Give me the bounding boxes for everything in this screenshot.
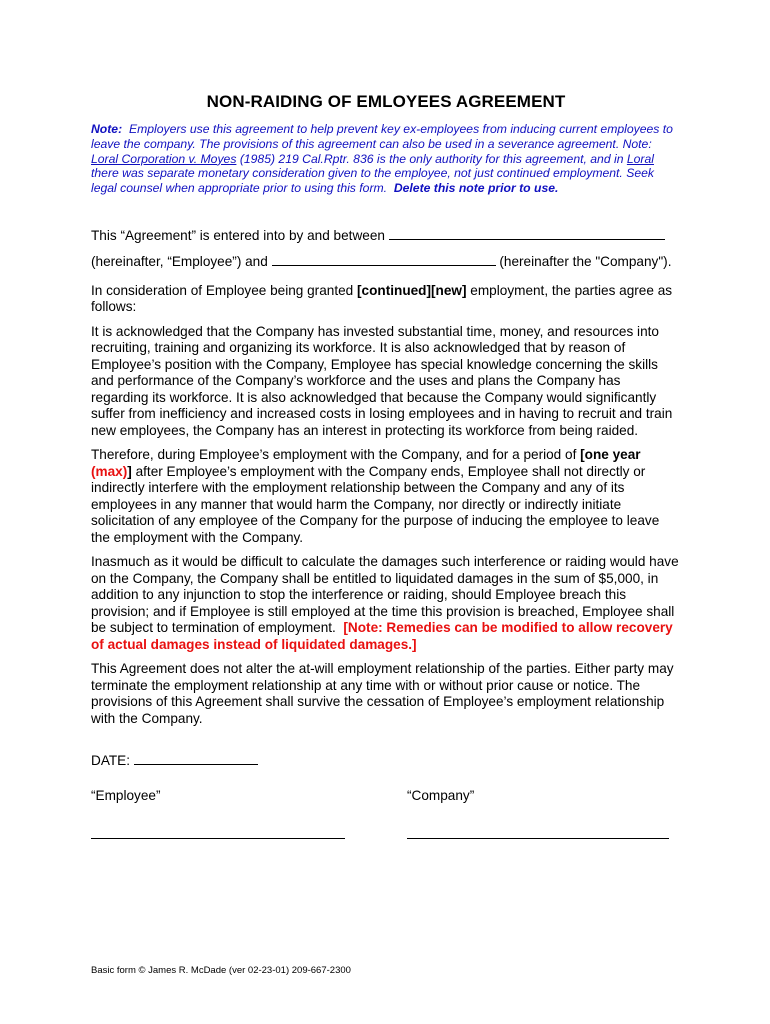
intro-text-2b: (hereinafter the "Company"). <box>499 254 672 270</box>
consideration-text-before: In consideration of Employee being granted <box>91 282 354 298</box>
signature-lines <box>91 838 681 848</box>
usage-note <box>91 122 681 196</box>
date-blank[interactable] <box>134 751 258 765</box>
consideration-paragraph <box>91 283 681 316</box>
note-text-1: Employers use this agreement to help prevent key ex-employees from inducing current employees to leave the company. The provisions of this agreement can also be used in a severance agreement. Note: <box>91 122 673 151</box>
damages-paragraph <box>91 554 681 653</box>
period-option: [one year <box>580 447 641 463</box>
therefore-text-before: Therefore, during Employee’s employment with the Company, and for a period of <box>91 447 577 463</box>
employee-signature-line[interactable] <box>91 838 345 839</box>
intro-text-1: This “Agreement” is entered into by and between <box>91 227 385 243</box>
date-row <box>91 751 681 768</box>
case-citation-link: Loral Corporation v. Moyes <box>91 151 237 166</box>
agreement-page <box>91 92 681 848</box>
consideration-text-after: employment, the parties agree as follows: <box>91 282 673 315</box>
note-text-2: (1985) 219 Cal.Rptr. 836 is the only authority for this agreement, and in <box>239 151 624 166</box>
party-blank-1[interactable] <box>389 226 665 240</box>
max-marker: (max) <box>91 463 128 479</box>
intro-text-2a: (hereinafter, “Employee”) and <box>91 254 268 270</box>
note-label: Note: <box>91 122 123 136</box>
page-footer: Basic form © James R. McDade (ver 02-23-01) 209-667-2300 <box>91 965 351 976</box>
company-signature-line[interactable] <box>407 838 669 839</box>
delete-note-instruction: Delete this note prior to use. <box>393 181 559 196</box>
note-text-3: there was separate monetary consideration given to the employee, not just continued employment. Seek legal counsel when appropriate prior to using this form. <box>91 166 654 196</box>
date-label: DATE: <box>91 753 131 769</box>
intro-line-1 <box>91 226 681 245</box>
remedies-note: [Note: Remedies can be modified to allow recovery of actual damages instead of liquidated damages.] <box>91 620 673 652</box>
at-will-paragraph: This Agreement does not alter the at-will employment relationship of the parties. Either party may terminate the employment relationship at any time with or without prior cause or notice. The provisions of this Agreement shall survive the cessation of Employee’s employment relationship with the Company. <box>91 661 674 726</box>
document-title: NON-RAIDING OF EMLOYEES AGREEMENT <box>206 92 566 111</box>
non-raiding-paragraph <box>91 447 681 546</box>
employment-type-option: [continued][new] <box>357 282 467 298</box>
company-signature-label: “Company” <box>407 788 475 804</box>
damages-text: Inasmuch as it would be difficult to calculate the damages such interference or raiding would have on the Company, the Company shall be entitled to liquidated damages in the sum of $5,000, in addition to any injunction to stop the interference or raiding, should Employee breach this provision; and if Employee is still employed at the time this provision is breached, Employee shall be subject to termination of employment. <box>91 554 679 636</box>
acknowledgment-paragraph: It is acknowledged that the Company has invested substantial time, money, and resources into recruiting, training and organizing its workforce. It is also acknowledged that by reason of Employee’s position with the Company, Employee has special knowledge concerning the skills and performance of the Company’s workforce and the uses and plans the Company has regarding its workforce. It is also acknowledged that because the Company would significantly suffer from inefficiency and increased costs in losing employees and in having to recruit and train new employees, the Company has an interest in protecting its workforce from being raided. <box>91 323 673 438</box>
signature-labels <box>91 788 681 808</box>
party-blank-2[interactable] <box>272 252 496 266</box>
loral-reference: Loral <box>626 151 654 166</box>
intro-line-2 <box>91 252 681 271</box>
therefore-text-after: after Employee’s employment with the Company ends, Employee shall not directly or indirectly interfere with the employment relationship between the Company and any of its employees in any manner that would harm the Company, nor directly or indirectly initiate solicitation of any employee of the Company for the purpose of inducing the employee to leave the employment with the Company. <box>91 463 660 545</box>
period-option-close: ] <box>127 463 132 479</box>
employee-signature-label: “Employee” <box>91 788 161 804</box>
